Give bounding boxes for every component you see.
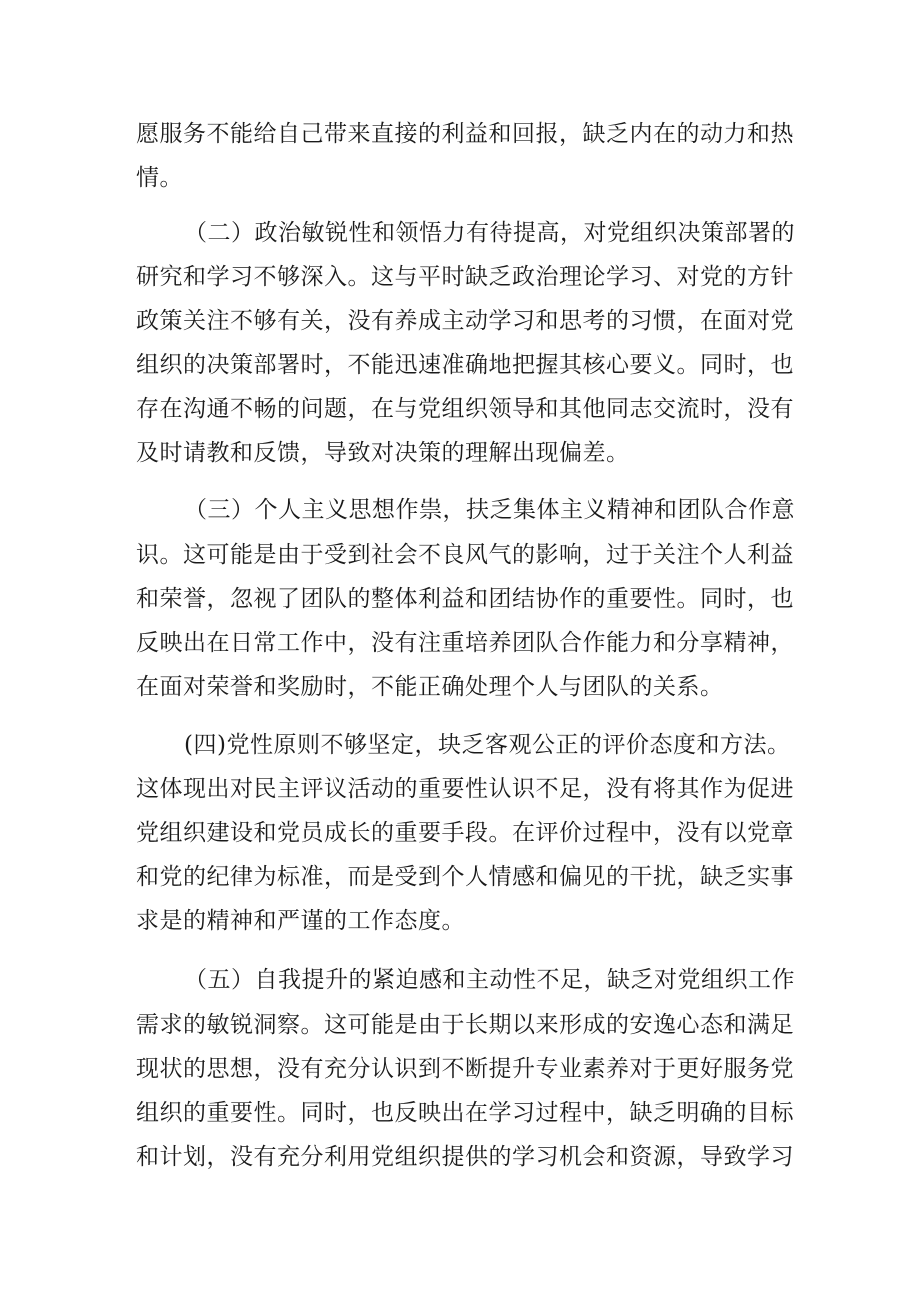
paragraph-line: （五）自我提升的紧迫感和主动性不足，缺乏对党组织工作: [184, 967, 795, 993]
paragraph-line: 求是的精神和严谨的工作态度。: [136, 908, 465, 934]
paragraph-line: 现状的思想，没有充分认识到不断提升专业素养对于更好服务党: [136, 1056, 794, 1082]
paragraph-line: (四)党性原则不够坚定，块乏客观公正的评价态度和方法。: [184, 732, 791, 758]
paragraph-line: 情。: [136, 165, 183, 191]
paragraph-line: 反映出在日常工作中，没有注重培养团队合作能力和分享精神，: [136, 630, 794, 656]
paragraph-line: 愿服务不能给自己带来直接的利益和回报，缺乏内在的动力和热: [136, 121, 794, 147]
paragraph-line: 组织的重要性。同时，也反映出在学习过程中，缺乏明确的目标: [136, 1100, 794, 1126]
paragraph-line: 及时请教和反馈，导致对决策的理解出现偏差。: [136, 440, 630, 466]
paragraph-line: 这体现出对民主评议活动的重要性认识不足，没有将其作为促进: [136, 776, 794, 802]
paragraph-line: 在面对荣誉和奖励时，不能正确处理个人与团队的关系。: [136, 674, 724, 700]
paragraph-line: 研究和学习不够深入。这与平时缺乏政治理论学习、对党的方针: [136, 264, 794, 290]
paragraph-line: 和计划，没有充分利用党组织提供的学习机会和资源，导致学习: [136, 1144, 794, 1170]
paragraph-line: 组织的决策部署时，不能迅速准确地把握其核心要义。同时，也: [136, 352, 794, 378]
paragraph-line: （三）个人主义思想作祟，扶乏集体主义精神和团队合作意: [184, 497, 795, 523]
paragraph-line: 政策关注不够有关，没有养成主动学习和思考的习惯，在面对党: [136, 308, 794, 334]
paragraph-line: 和荣誉，忽视了团队的整体利益和团结协作的重要性。同时，也: [136, 586, 794, 612]
paragraph-line: 党组织建设和党员成长的重要手段。在评价过程中，没有以党章: [136, 820, 794, 846]
paragraph-line: 和党的纪律为标准，而是受到个人情感和偏见的干扰，缺乏实事: [136, 864, 794, 890]
paragraph-line: 需求的敏锐洞察。这可能是由于长期以来形成的安逸心态和满足: [136, 1012, 794, 1038]
paragraph-line: 识。这可能是由于受到社会不良风气的影响，过于关注个人利益: [136, 542, 794, 568]
paragraph-line: （二）政治敏锐性和领悟力有待提高，对党组织决策部署的: [184, 220, 795, 246]
paragraph-line: 存在沟通不畅的问题，在与党组织领导和其他同志交流时，没有: [136, 396, 794, 422]
